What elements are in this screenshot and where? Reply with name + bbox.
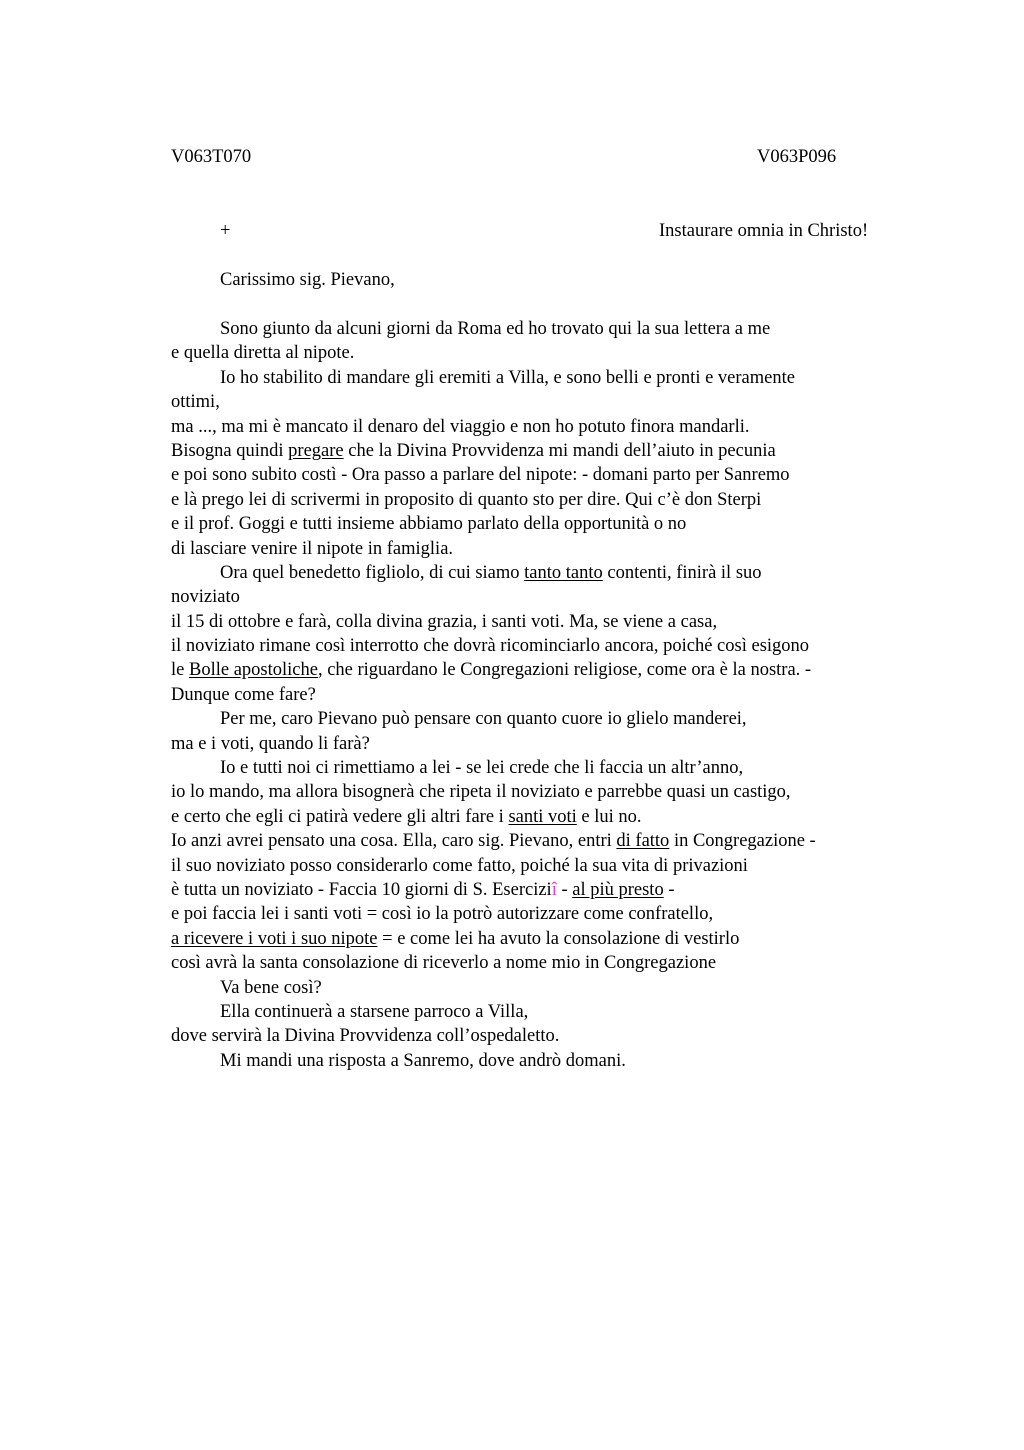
body-line bbox=[171, 537, 911, 561]
text-segment: Per me, caro Pievano può pensare con quanto cuore io glielo manderei, bbox=[220, 709, 747, 730]
body-line bbox=[171, 512, 911, 536]
text-segment: dove servirà la Divina Provvidenza coll’ospedaletto. bbox=[171, 1026, 560, 1047]
text-segment: Io ho stabilito di mandare gli eremiti a Villa, e sono belli e pronti e veramente bbox=[220, 367, 795, 388]
body-line bbox=[171, 805, 911, 829]
text-segment: che la Divina Provvidenza mi mandi dell’aiuto in pecunia bbox=[343, 440, 776, 461]
text-segment: Dunque come fare? bbox=[171, 684, 316, 705]
body-line bbox=[171, 366, 911, 390]
text-segment: Io anzi avrei pensato una cosa. Ella, caro sig. Pievano, entri bbox=[171, 831, 617, 852]
text-segment: e poi sono subito costì - Ora passo a parlare del nipote: - domani parto per Sanremo bbox=[171, 465, 790, 486]
text-segment: e poi faccia lei i santi voti = così io la potrò autorizzare come confratello, bbox=[171, 904, 714, 925]
text-segment: , che riguardano le Congregazioni religiose, come ora è la nostra. - bbox=[317, 660, 812, 681]
text-segment: Sono giunto da alcuni giorni da Roma ed ho trovato qui la sua lettera a me bbox=[220, 319, 771, 339]
text-segment: così avrà la santa consolazione di riceverlo a nome mio in Congregazione bbox=[171, 953, 717, 974]
underlined-text: tanto tanto bbox=[524, 562, 603, 583]
text-segment: Bisogna quindi bbox=[171, 440, 289, 461]
text-segment: il 15 di ottobre e farà, colla divina grazia, i santi voti. Ma, se viene a casa, bbox=[171, 611, 718, 632]
body-line bbox=[171, 488, 911, 512]
text-segment: - bbox=[663, 879, 675, 900]
body-line bbox=[171, 829, 911, 853]
text-segment: le bbox=[171, 660, 189, 681]
text-segment: = e come lei ha avuto la consolazione di vestirlo bbox=[377, 928, 740, 949]
body-line bbox=[171, 878, 911, 902]
text-segment: ottimi, bbox=[171, 392, 220, 413]
body-line bbox=[171, 658, 911, 682]
body-line bbox=[171, 390, 911, 414]
body-line bbox=[171, 610, 911, 634]
letter-body bbox=[171, 317, 911, 1073]
highlighted-character: î bbox=[551, 879, 557, 900]
body-line bbox=[171, 561, 911, 585]
body-line bbox=[171, 732, 911, 756]
text-segment: Ora quel benedetto figliolo, di cui siamo bbox=[220, 562, 525, 583]
body-line bbox=[171, 780, 911, 804]
text-segment: Mi mandi una risposta a Sanremo, dove andrò domani. bbox=[220, 1050, 626, 1071]
text-segment: noviziato bbox=[171, 587, 240, 608]
body-line bbox=[171, 341, 911, 365]
text-segment: Io e tutti noi ci rimettiamo a lei - se lei crede che li faccia un altr’anno, bbox=[220, 758, 744, 779]
document-code-left: V063T070 bbox=[171, 147, 252, 167]
text-segment: e là prego lei di scrivermi in proposito di quanto sto per dire. Qui c’è don Sterpi bbox=[171, 489, 762, 510]
body-line bbox=[171, 927, 911, 951]
body-line bbox=[171, 902, 911, 926]
text-segment: io lo mando, ma allora bisognerà che ripeta il noviziato e parrebbe quasi un castigo, bbox=[171, 782, 791, 803]
underlined-text: a ricevere i voti i suo nipote bbox=[171, 928, 378, 949]
page-code-right: V063P096 bbox=[757, 147, 837, 167]
underlined-text: Bolle apostoliche bbox=[188, 660, 318, 681]
cross-symbol: + bbox=[220, 221, 231, 241]
body-line bbox=[171, 1000, 911, 1024]
body-line bbox=[171, 634, 911, 658]
text-segment: Ella continuerà a starsene parroco a Villa, bbox=[220, 1001, 529, 1022]
text-segment: è tutta un noviziato - Faccia 10 giorni di S. Esercizi bbox=[171, 879, 552, 900]
text-segment: ma ..., ma mi è mancato il denaro del viaggio e non ho potuto finora mandarli. bbox=[171, 416, 750, 437]
body-line bbox=[171, 1024, 911, 1048]
text-segment: il noviziato rimane così interrotto che dovrà ricominciarlo ancora, poiché così esigono bbox=[171, 636, 810, 657]
text-segment: in Congregazione - bbox=[669, 831, 816, 852]
underlined-text: pregare bbox=[288, 440, 344, 461]
motto-heading: Instaurare omnia in Christo! bbox=[659, 221, 869, 241]
text-segment: di lasciare venire il nipote in famiglia. bbox=[171, 538, 454, 559]
body-line bbox=[171, 756, 911, 780]
body-line bbox=[171, 854, 911, 878]
body-line bbox=[171, 1049, 911, 1073]
underlined-text: di fatto bbox=[616, 831, 670, 852]
body-line bbox=[171, 415, 911, 439]
body-line bbox=[171, 585, 911, 609]
text-segment: - bbox=[556, 879, 573, 900]
body-line bbox=[171, 439, 911, 463]
salutation: Carissimo sig. Pievano, bbox=[220, 270, 395, 290]
text-segment: e quella diretta al nipote. bbox=[171, 343, 355, 364]
body-line bbox=[171, 317, 911, 341]
body-line bbox=[171, 951, 911, 975]
body-line bbox=[171, 463, 911, 487]
body-line bbox=[171, 976, 911, 1000]
text-segment: e certo che egli ci patirà vedere gli altri fare i bbox=[171, 806, 509, 827]
body-line bbox=[171, 707, 911, 731]
text-segment: e lui no. bbox=[576, 806, 642, 827]
text-segment: e il prof. Goggi e tutti insieme abbiamo parlato della opportunità o no bbox=[171, 514, 687, 535]
body-line bbox=[171, 683, 911, 707]
underlined-text: santi voti bbox=[508, 806, 577, 827]
text-segment: ma e i voti, quando li farà? bbox=[171, 733, 370, 754]
text-segment: contenti, finirà il suo bbox=[602, 562, 762, 583]
underlined-text: al più presto bbox=[572, 879, 664, 900]
text-segment: Va bene così? bbox=[220, 977, 322, 998]
text-segment: il suo noviziato posso considerarlo come fatto, poiché la sua vita di privazioni bbox=[171, 855, 748, 876]
